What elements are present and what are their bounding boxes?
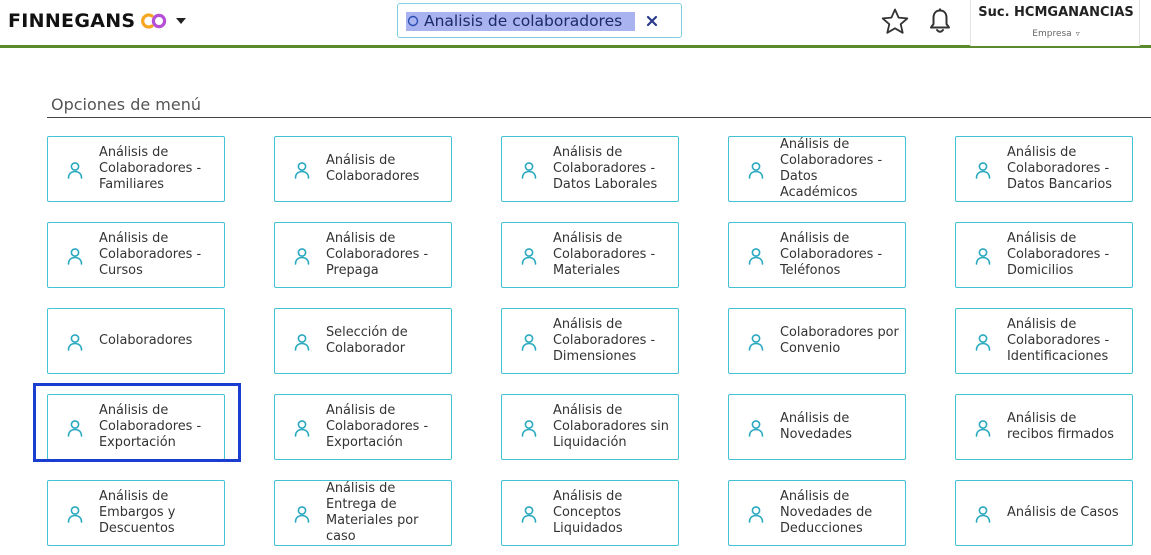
user-icon <box>293 419 311 437</box>
user-icon <box>66 419 84 437</box>
menu-option-label: Análisis de Casos <box>1007 505 1119 520</box>
user-icon <box>747 247 765 265</box>
menu-option-label: Análisis de Colaboradores - Exportación <box>99 403 202 450</box>
menu-option-label: Selección de Colaborador <box>326 325 408 356</box>
search-icon <box>407 15 419 27</box>
menu-option-label: Análisis de recibos firmados <box>1007 411 1114 442</box>
menu-option-label: Análisis de Embargos y Descuentos <box>99 489 176 536</box>
menu-option-label: Análisis de Colaboradores - Datos Bancarios <box>1007 145 1112 192</box>
menu-option-label: Análisis de Colaboradores - Prepaga <box>326 231 429 278</box>
logo-mark-icon <box>141 11 169 31</box>
menu-option-label: Colaboradores <box>99 333 193 348</box>
section-divider <box>47 117 1151 118</box>
menu-option-label: Análisis de Colaboradores <box>326 153 420 184</box>
user-icon <box>974 419 992 437</box>
menu-option-tile[interactable] <box>274 136 452 202</box>
user-icon <box>66 247 84 265</box>
company-label-row <box>971 29 1141 39</box>
menu-option-label: Análisis de Colaboradores - Materiales <box>553 231 656 278</box>
menu-option-tile[interactable] <box>274 480 452 546</box>
menu-option-tile[interactable] <box>728 480 906 546</box>
menu-option-label: Análisis de Colaboradores sin Liquidación <box>553 403 669 450</box>
user-icon <box>974 247 992 265</box>
top-bar <box>0 0 1151 48</box>
user-icon <box>293 333 311 351</box>
menu-option-tile[interactable] <box>501 480 679 546</box>
menu-option-label: Análisis de Colaboradores - Domicilios <box>1007 231 1110 278</box>
bell-icon[interactable] <box>926 7 954 35</box>
app-logo[interactable] <box>8 9 186 33</box>
menu-option-tile[interactable] <box>728 394 906 460</box>
menu-option-label: Análisis de Colaboradores - Exportación <box>326 403 429 450</box>
user-icon <box>974 505 992 523</box>
menu-option-label: Análisis de Colaboradores - Datos Académicos <box>780 137 883 200</box>
close-icon[interactable] <box>645 14 659 28</box>
menu-option-label: Análisis de Colaboradores - Cursos <box>99 231 202 278</box>
user-icon <box>747 333 765 351</box>
user-icon <box>520 161 538 179</box>
user-icon <box>293 505 311 523</box>
menu-option-label: Análisis de Conceptos Liquidados <box>553 489 623 536</box>
menu-option-label: Análisis de Colaboradores - Dimensiones <box>553 317 656 364</box>
menu-option-tile[interactable] <box>47 222 225 288</box>
user-icon <box>66 333 84 351</box>
user-icon <box>66 161 84 179</box>
menu-option-tile[interactable] <box>501 394 679 460</box>
menu-option-label: Colaboradores por Convenio <box>780 325 899 356</box>
menu-option-tile[interactable] <box>955 136 1133 202</box>
company-label: Empresa <box>1032 29 1072 39</box>
menu-option-tile[interactable] <box>955 222 1133 288</box>
search-input[interactable] <box>424 10 634 32</box>
menu-option-tile[interactable] <box>501 308 679 374</box>
menu-option-tile[interactable] <box>47 394 225 460</box>
menu-option-tile[interactable] <box>728 136 906 202</box>
star-icon[interactable] <box>880 7 910 35</box>
user-icon <box>747 505 765 523</box>
menu-option-label: Análisis de Novedades de Deducciones <box>780 489 873 536</box>
menu-option-tile[interactable] <box>955 394 1133 460</box>
menu-option-tile[interactable] <box>274 222 452 288</box>
menu-option-tile[interactable] <box>728 308 906 374</box>
menu-option-tile[interactable] <box>728 222 906 288</box>
company-selector[interactable] <box>970 0 1140 46</box>
user-icon <box>974 161 992 179</box>
logo-text: FINNEGANS <box>8 10 136 32</box>
menu-option-label: Análisis de Colaboradores - Teléfonos <box>780 231 883 278</box>
menu-option-tile[interactable] <box>955 308 1133 374</box>
menu-option-tile[interactable] <box>47 308 225 374</box>
menu-option-label: Análisis de Colaboradores - Familiares <box>99 145 202 192</box>
user-icon <box>974 333 992 351</box>
user-icon <box>293 247 311 265</box>
menu-option-label: Análisis de Colaboradores - Datos Laborales <box>553 145 658 192</box>
search-box[interactable] <box>397 3 682 38</box>
user-icon <box>520 419 538 437</box>
user-icon <box>520 505 538 523</box>
menu-option-tile[interactable] <box>47 136 225 202</box>
menu-option-tile[interactable] <box>274 308 452 374</box>
section-title: Opciones de menú <box>51 95 201 114</box>
user-icon <box>747 161 765 179</box>
chevron-down-icon[interactable] <box>176 18 186 24</box>
menu-option-tile[interactable] <box>501 136 679 202</box>
menu-option-tile[interactable] <box>501 222 679 288</box>
user-icon <box>747 419 765 437</box>
caret-down-icon: ▿ <box>1075 29 1080 38</box>
user-icon <box>520 333 538 351</box>
menu-option-tile[interactable] <box>955 480 1133 546</box>
user-icon <box>293 161 311 179</box>
menu-option-tile[interactable] <box>47 480 225 546</box>
menu-option-label: Análisis de Novedades <box>780 411 852 442</box>
menu-option-tile[interactable] <box>274 394 452 460</box>
user-icon <box>520 247 538 265</box>
menu-option-label: Análisis de Entrega de Materiales por caso <box>326 481 419 544</box>
menu-option-label: Análisis de Colaboradores - Identificaciones <box>1007 317 1110 364</box>
company-name: Suc. HCMGANANCIAS <box>978 5 1134 20</box>
user-icon <box>66 505 84 523</box>
menu-options-grid <box>47 136 1133 546</box>
